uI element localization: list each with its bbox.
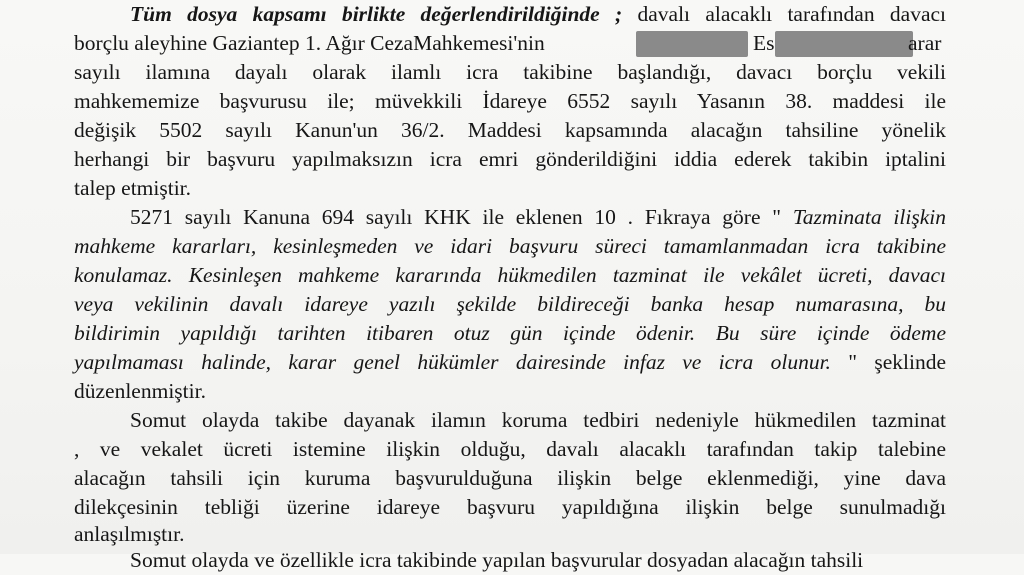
p2-line1	[130, 203, 946, 232]
p2-line6-text: " şeklinde	[848, 350, 946, 374]
p1-line1	[130, 0, 946, 29]
p2-line1-text: 5271 sayılı Kanuna 694 sayılı KHK ile eklenen 10 . Fıkraya göre "	[130, 205, 782, 229]
p3-line5: anlaşılmıştır.	[74, 522, 185, 546]
redaction-block	[636, 31, 748, 57]
p2-line3: konulamaz. Kesinleşen mahkeme kararında hükmedilen tazminat ile vekâlet ücreti, davacı	[74, 263, 946, 287]
p1-line6: herhangi bir başvuru yapılmaksızın icra emri gönderildiğini iddia ederek takibin iptalini	[74, 147, 946, 171]
p2-line2: mahkeme kararları, kesinleşmeden ve idari başvuru süreci tamamlanmadan icra takibine	[74, 234, 946, 258]
p3-line1: Somut olayda takibe dayanak ilamın koruma tedbiri nedeniyle hükmedilen tazminat	[130, 408, 946, 432]
p3-line3: alacağın tahsili için kuruma başvurulduğuna ilişkin belge eklenmediği, yine dava	[74, 466, 946, 490]
p1-line7: talep etmiştir.	[74, 176, 192, 200]
p1-heading-emphasis: Tüm dosya kapsamı birlikte değerlendirildiğinde ;	[130, 2, 623, 26]
p1-line2-mid: Es	[753, 31, 775, 55]
p2-line7: düzenlenmiştir.	[74, 379, 206, 403]
p2-line6	[74, 348, 946, 377]
p2-line1-quote: Tazminata ilişkin	[792, 205, 946, 229]
p1-line2-before: borçlu aleyhine Gaziantep 1. Ağır CezaMahkemesi'nin	[74, 31, 545, 55]
p1-line4: mahkememize başvurusu ile; müvekkili İdareye 6552 sayılı Yasanın 38. maddesi ile	[74, 89, 946, 113]
p2-line4: veya vekilinin davalı idareye yazılı şekilde bildireceği banka hesap numarasına, bu	[74, 292, 946, 316]
p4-cropped-line	[130, 546, 930, 572]
p2-line5: bildirimin yapıldığı tarihten itibaren otuz gün içinde ödenir. Bu süre içinde ödeme	[74, 321, 946, 345]
p1-line5: değişik 5502 sayılı Kanun'un 36/2. Maddesi kapsamında alacağın tahsiline yönelik	[74, 118, 946, 142]
p1-line2-after: arar	[908, 31, 942, 55]
p1-line3: sayılı ilamına dayalı olarak ilamlı icra takibine başlandığı, davacı borçlu vekili	[74, 60, 946, 84]
redaction-block	[775, 31, 913, 57]
p4-line1: Somut olayda ve özellikle icra takibinde yapılan başvurular dosyadan alacağın tahsili	[130, 548, 864, 572]
p2-line6-quote: yapılmaması halinde, karar genel hükümler dairesinde infaz ve icra olunur.	[74, 350, 831, 374]
p3-line2: , ve vekalet ücreti istemine ilişkin olduğu, davalı alacaklı tarafından takip talebine	[74, 437, 946, 461]
p3-line4: dilekçesinin tebliği üzerine idareye başvuru yapıldığına ilişkin belge sunulmadığı	[74, 495, 946, 519]
p1-line1-text: davalı alacaklı tarafından davacı	[637, 2, 947, 26]
